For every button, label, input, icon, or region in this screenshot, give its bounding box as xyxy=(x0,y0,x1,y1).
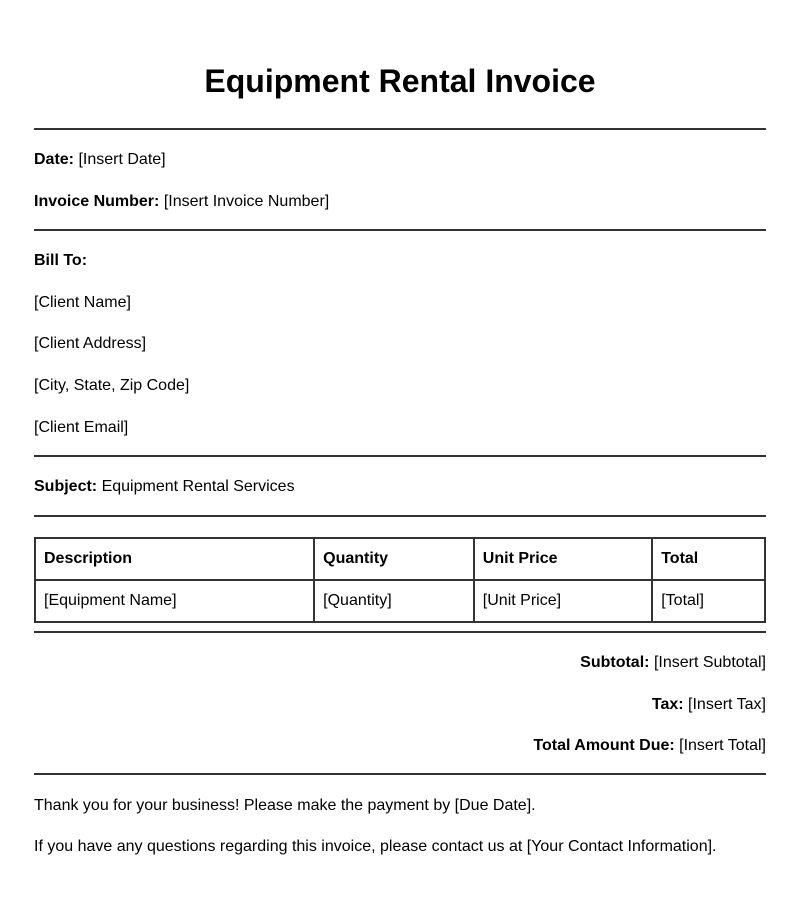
divider xyxy=(34,631,766,633)
subject-line xyxy=(34,477,295,497)
tax-value: [Insert Tax] xyxy=(688,696,766,713)
subtotal-label: Subtotal: xyxy=(580,654,650,671)
table-header-row xyxy=(35,538,765,580)
bill-to-heading: Bill To: xyxy=(34,252,88,269)
line-items-table xyxy=(34,537,766,623)
divider xyxy=(34,229,766,231)
bill-to-label xyxy=(34,251,87,271)
invoice-number-label: Invoice Number: xyxy=(34,193,160,210)
table-row xyxy=(35,580,765,622)
date-line xyxy=(34,150,166,170)
cell-quantity: [Quantity] xyxy=(314,580,474,622)
divider xyxy=(34,128,766,130)
contact-note: If you have any questions regarding this invoice, please contact us at [Your Contact Information]. xyxy=(34,838,717,855)
header-total: Total xyxy=(652,538,765,580)
client-address: [Client Address] xyxy=(34,335,147,352)
invoice-number-value: [Insert Invoice Number] xyxy=(163,193,330,210)
subtotal-line xyxy=(580,653,766,673)
header-description: Description xyxy=(35,538,314,580)
date-value: [Insert Date] xyxy=(78,151,166,168)
header-unit-price: Unit Price xyxy=(474,538,652,580)
invoice-number-line xyxy=(34,192,329,212)
cell-description: [Equipment Name] xyxy=(35,580,314,622)
divider xyxy=(34,515,766,517)
divider xyxy=(34,455,766,457)
header-quantity: Quantity xyxy=(314,538,474,580)
invoice-title: Equipment Rental Invoice xyxy=(204,63,596,99)
tax-line xyxy=(652,695,766,715)
total-due-line xyxy=(533,736,766,756)
cell-unit-price: [Unit Price] xyxy=(474,580,652,622)
subject-label: Subject: xyxy=(34,478,98,495)
client-name: [Client Name] xyxy=(34,294,131,311)
total-due-value: [Insert Total] xyxy=(679,737,766,754)
divider xyxy=(34,773,766,775)
client-city-state-zip: [City, State, Zip Code] xyxy=(34,377,190,394)
subject-value: Equipment Rental Services xyxy=(101,478,295,495)
total-due-label: Total Amount Due: xyxy=(533,737,675,754)
date-label: Date: xyxy=(34,151,75,168)
cell-total: [Total] xyxy=(652,580,765,622)
thank-you-note: Thank you for your business! Please make the payment by [Due Date]. xyxy=(34,797,536,814)
subtotal-value: [Insert Subtotal] xyxy=(653,654,766,671)
tax-label: Tax: xyxy=(651,696,684,713)
client-email: [Client Email] xyxy=(34,419,129,436)
